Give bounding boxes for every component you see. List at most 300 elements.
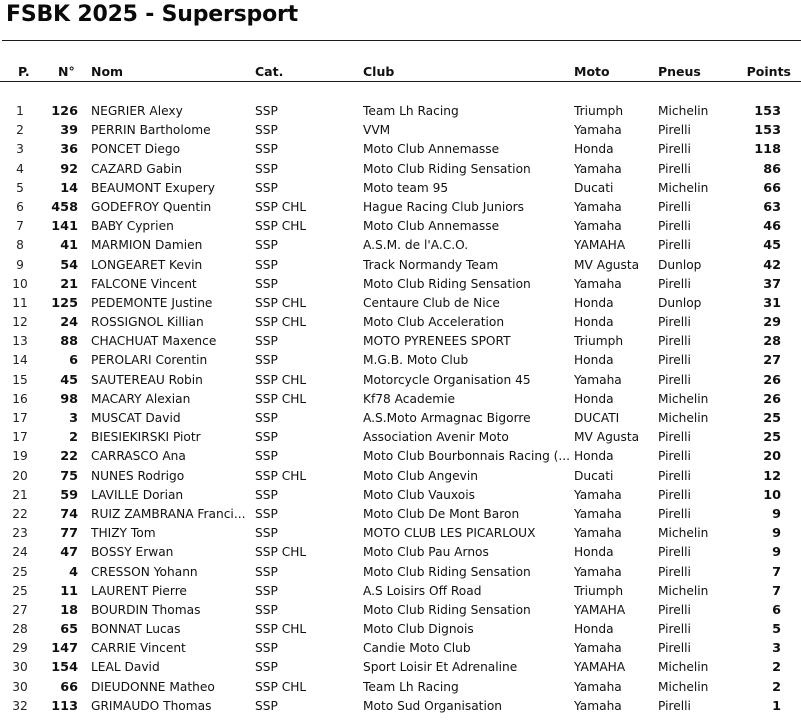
cell-position: 7 [16, 219, 24, 234]
cell-number: 11 [60, 583, 78, 599]
cell-name: NUNES Rodrigo [91, 468, 185, 483]
cell-points: 26 [763, 391, 781, 407]
cell-moto: YAMAHA [574, 238, 626, 253]
cell-tyres: Dunlop [658, 295, 702, 310]
cell-position: 32 [12, 698, 28, 713]
cell-points: 153 [754, 123, 781, 139]
cell-position: 25 [12, 564, 28, 579]
cell-category: SSP [255, 526, 278, 541]
cell-moto: Yamaha [574, 199, 622, 214]
cell-moto: Yamaha [574, 372, 622, 387]
cell-points: 6 [772, 602, 781, 618]
cell-tyres: Pirelli [658, 602, 691, 617]
cell-moto: Triumph [574, 104, 624, 118]
cell-points: 5 [772, 622, 781, 638]
cell-position: 3 [16, 142, 24, 157]
cell-club: Association Avenir Moto [363, 430, 509, 445]
cell-position: 10 [12, 276, 28, 291]
cell-number: 74 [60, 506, 78, 522]
cell-tyres: Michelin [658, 104, 709, 118]
cell-tyres: Pirelli [658, 449, 691, 464]
cell-tyres: Pirelli [658, 353, 691, 368]
cell-points: 25 [763, 411, 781, 426]
cell-name: DIEUDONNE Matheo [91, 679, 215, 694]
cell-moto: Honda [574, 449, 614, 464]
cell-name: CAZARD Gabin [91, 161, 183, 176]
cell-name: LEAL David [91, 660, 160, 675]
cell-number: 66 [60, 679, 78, 695]
cell-tyres: Pirelli [658, 315, 691, 330]
cell-category: SSP [255, 180, 278, 195]
cell-tyres: Pirelli [658, 142, 691, 157]
cell-position: 25 [12, 583, 28, 598]
cell-points: 3 [772, 641, 781, 657]
cell-position: 16 [12, 391, 28, 406]
cell-category: SSP CHL [255, 622, 307, 637]
cell-moto: Yamaha [574, 123, 622, 138]
cell-moto: Yamaha [574, 161, 622, 176]
cell-tyres: Pirelli [658, 372, 691, 387]
cell-category: SSP [255, 104, 278, 118]
cell-club: Moto Club Pau Arnos [363, 545, 489, 560]
cell-moto: Honda [574, 315, 614, 330]
cell-points: 153 [754, 104, 781, 119]
cell-name: GODEFROY Quentin [91, 199, 212, 214]
cell-points: 7 [772, 564, 781, 580]
cell-name: MARMION Damien [91, 238, 203, 253]
cell-moto: Triumph [574, 334, 624, 349]
table-row[interactable] [0, 602, 801, 621]
cell-number: 24 [60, 315, 78, 331]
cell-position: 24 [12, 545, 28, 560]
cell-category: SSP [255, 411, 278, 425]
cell-points: 9 [772, 506, 781, 522]
title-divider [2, 40, 801, 41]
cell-category: SSP [255, 353, 278, 368]
cell-number: 126 [51, 104, 78, 119]
cell-position: 30 [12, 660, 28, 675]
cell-category: SSP CHL [255, 315, 307, 330]
cell-name: BONNAT Lucas [91, 622, 181, 637]
cell-tyres: Pirelli [658, 487, 691, 502]
cell-name: PEDEMONTE Justine [91, 295, 213, 310]
cell-position: 19 [12, 449, 28, 464]
cell-club: A.S.Moto Armagnac Bigorre [363, 411, 531, 425]
cell-points: 12 [763, 468, 781, 484]
table-row[interactable] [0, 352, 801, 371]
cell-number: 3 [69, 411, 78, 426]
table-row[interactable] [0, 161, 801, 180]
header-position[interactable]: P. [18, 64, 30, 79]
table-row[interactable] [0, 564, 801, 583]
cell-moto: Ducati [574, 180, 614, 195]
cell-moto: Yamaha [574, 276, 622, 291]
cell-moto: MV Agusta [574, 257, 640, 272]
table-row[interactable] [0, 372, 801, 391]
cell-number: 88 [60, 334, 78, 350]
cell-moto: Triumph [574, 583, 624, 598]
table-row[interactable] [0, 180, 801, 199]
cell-position: 17 [12, 411, 28, 425]
cell-category: SSP [255, 276, 278, 291]
cell-number: 59 [60, 487, 78, 503]
cell-name: LAURENT Pierre [91, 583, 187, 598]
cell-category: SSP [255, 161, 278, 176]
table-row[interactable] [0, 659, 801, 678]
cell-category: SSP CHL [255, 391, 307, 406]
table-row[interactable] [0, 410, 801, 429]
cell-points: 63 [763, 199, 781, 215]
cell-number: 41 [60, 238, 78, 254]
cell-position: 11 [12, 295, 28, 310]
cell-tyres: Pirelli [658, 506, 691, 521]
header-number[interactable]: N° [58, 64, 75, 79]
cell-moto: MV Agusta [574, 430, 640, 445]
table-row[interactable] [0, 276, 801, 295]
cell-tyres: Pirelli [658, 199, 691, 214]
cell-moto: Yamaha [574, 641, 622, 656]
cell-category: SSP [255, 660, 278, 675]
cell-name: BEAUMONT Exupery [91, 180, 215, 195]
cell-name: ROSSIGNOL Killian [91, 315, 204, 330]
cell-number: 147 [51, 641, 78, 657]
table-row[interactable] [0, 525, 801, 544]
cell-category: SSP [255, 487, 278, 502]
cell-position: 21 [12, 487, 28, 502]
cell-number: 47 [60, 545, 78, 561]
cell-position: 2 [16, 123, 24, 138]
cell-moto: Yamaha [574, 506, 622, 521]
cell-number: 98 [60, 391, 78, 407]
cell-tyres: Pirelli [658, 622, 691, 637]
cell-tyres: Pirelli [658, 219, 691, 234]
cell-position: 30 [12, 679, 28, 694]
table-row[interactable] [0, 583, 801, 602]
cell-club: Moto Club Dignois [363, 622, 474, 637]
cell-category: SSP [255, 602, 278, 617]
cell-points: 2 [772, 660, 781, 676]
cell-moto: Yamaha [574, 487, 622, 502]
cell-club: A.S.M. de l'A.C.O. [363, 238, 469, 253]
cell-club: Moto Club Riding Sensation [363, 161, 531, 176]
cell-position: 23 [12, 526, 28, 541]
cell-tyres: Pirelli [658, 641, 691, 656]
cell-moto: Ducati [574, 468, 614, 483]
cell-moto: Honda [574, 295, 614, 310]
cell-points: 25 [763, 430, 781, 446]
header-club[interactable]: Club [363, 64, 395, 79]
table-row[interactable] [0, 295, 801, 314]
cell-number: 14 [60, 180, 78, 196]
cell-number: 36 [60, 142, 78, 158]
cell-club: Moto Club Bourbonnais Racing (... [363, 449, 571, 464]
table-row[interactable] [0, 621, 801, 640]
cell-position: 29 [12, 641, 28, 656]
cell-club: Moto Club Riding Sensation [363, 602, 531, 617]
cell-position: 6 [16, 199, 24, 214]
cell-position: 14 [12, 353, 28, 368]
cell-position: 13 [12, 334, 28, 349]
cell-number: 2 [69, 430, 78, 446]
cell-club: A.S Loisirs Off Road [363, 583, 482, 598]
cell-name: CHACHUAT Maxence [91, 334, 217, 349]
cell-moto: YAMAHA [574, 602, 626, 617]
cell-category: SSP CHL [255, 468, 307, 483]
cell-tyres: Michelin [658, 583, 709, 598]
cell-club: Moto Club Acceleration [363, 315, 505, 330]
cell-position: 9 [16, 257, 24, 272]
table-row[interactable] [0, 544, 801, 563]
cell-moto: DUCATI [574, 411, 620, 425]
cell-name: BOSSY Erwan [91, 545, 174, 560]
cell-moto: Yamaha [574, 219, 622, 234]
cell-points: 45 [763, 238, 781, 254]
cell-club: Moto Club Riding Sensation [363, 276, 531, 291]
cell-name: BABY Cyprien [91, 219, 174, 234]
cell-category: SSP [255, 142, 278, 157]
cell-points: 20 [763, 449, 781, 465]
cell-name: RUIZ ZAMBRANA Franci... [91, 506, 246, 521]
cell-points: 37 [763, 276, 781, 292]
cell-moto: Honda [574, 622, 614, 637]
table-header [0, 62, 801, 82]
cell-category: SSP CHL [255, 679, 307, 694]
cell-category: SSP CHL [255, 545, 307, 560]
cell-category: SSP [255, 564, 278, 579]
cell-category: SSP [255, 583, 278, 598]
cell-club: VVM [363, 123, 391, 138]
cell-tyres: Pirelli [658, 334, 691, 349]
cell-points: 42 [763, 257, 781, 273]
cell-club: Moto Club Annemasse [363, 142, 500, 157]
cell-name: PONCET Diego [91, 142, 181, 157]
cell-number: 75 [60, 468, 78, 484]
cell-club: Track Normandy Team [363, 257, 499, 272]
cell-category: SSP CHL [255, 372, 307, 387]
cell-club: Candie Moto Club [363, 641, 471, 656]
table-row[interactable] [0, 429, 801, 448]
table-row[interactable] [0, 237, 801, 256]
cell-points: 118 [754, 142, 781, 158]
cell-moto: Yamaha [574, 698, 622, 713]
cell-tyres: Michelin [658, 660, 709, 675]
table-row[interactable] [0, 257, 801, 276]
cell-category: SSP CHL [255, 199, 307, 214]
table-row[interactable] [0, 218, 801, 237]
table-row[interactable] [0, 487, 801, 506]
table-row[interactable] [0, 103, 801, 122]
cell-tyres: Michelin [658, 526, 709, 541]
cell-points: 9 [772, 545, 781, 561]
cell-category: SSP [255, 449, 278, 464]
cell-name: LONGEARET Kevin [91, 257, 203, 272]
table-row[interactable] [0, 679, 801, 698]
cell-name: BOURDIN Thomas [91, 602, 201, 617]
cell-position: 4 [16, 161, 24, 176]
cell-tyres: Michelin [658, 180, 709, 195]
cell-moto: YAMAHA [574, 660, 626, 675]
cell-club: Moto Club De Mont Baron [363, 506, 520, 521]
cell-tyres: Pirelli [658, 430, 691, 445]
header-moto[interactable]: Moto [574, 64, 610, 79]
cell-club: Moto Club Angevin [363, 468, 478, 483]
header-points[interactable]: Points [746, 64, 791, 79]
cell-club: Team Lh Racing [363, 679, 459, 694]
table-row[interactable] [0, 448, 801, 467]
cell-category: SSP [255, 641, 278, 656]
cell-club: Sport Loisir Et Adrenaline [363, 660, 518, 675]
cell-number: 141 [51, 219, 78, 235]
cell-position: 12 [12, 315, 28, 330]
page-title: FSBK 2025 - Supersport [6, 2, 298, 27]
cell-club: Team Lh Racing [363, 104, 459, 118]
cell-category: SSP [255, 257, 278, 272]
table-row[interactable] [0, 640, 801, 659]
cell-tyres: Pirelli [658, 161, 691, 176]
cell-points: 7 [772, 583, 781, 599]
cell-position: 15 [12, 372, 28, 387]
cell-points: 1 [772, 698, 781, 714]
cell-number: 154 [51, 660, 78, 676]
cell-club: MOTO PYRENEES SPORT [363, 334, 511, 349]
cell-category: SSP [255, 334, 278, 349]
cell-tyres: Pirelli [658, 564, 691, 579]
cell-position: 28 [12, 622, 28, 637]
cell-club: Hague Racing Club Juniors [363, 199, 525, 214]
cell-club: MOTO CLUB LES PICARLOUX [363, 526, 536, 541]
cell-tyres: Pirelli [658, 698, 691, 713]
cell-name: THIZY Tom [91, 526, 156, 541]
cell-name: SAUTEREAU Robin [91, 372, 203, 387]
table-row[interactable] [0, 314, 801, 333]
cell-category: SSP CHL [255, 295, 307, 310]
cell-name: MUSCAT David [91, 411, 181, 425]
table-row[interactable] [0, 122, 801, 141]
table-row[interactable] [0, 199, 801, 218]
cell-points: 27 [763, 353, 781, 369]
cell-moto: Yamaha [574, 679, 622, 694]
cell-points: 46 [763, 219, 781, 235]
cell-number: 45 [60, 372, 78, 388]
cell-number: 22 [60, 449, 78, 465]
cell-club: M.G.B. Moto Club [363, 353, 469, 368]
cell-points: 31 [763, 295, 781, 311]
cell-moto: Honda [574, 545, 614, 560]
cell-tyres: Michelin [658, 391, 709, 406]
cell-name: FALCONE Vincent [91, 276, 197, 291]
cell-number: 6 [69, 353, 78, 369]
cell-number: 65 [60, 622, 78, 638]
cell-category: SSP [255, 238, 278, 253]
cell-tyres: Dunlop [658, 257, 702, 272]
cell-points: 26 [763, 372, 781, 388]
cell-tyres: Pirelli [658, 468, 691, 483]
cell-position: 8 [16, 238, 24, 253]
cell-moto: Honda [574, 391, 614, 406]
cell-category: SSP [255, 430, 278, 445]
cell-moto: Yamaha [574, 526, 622, 541]
cell-position: 20 [12, 468, 28, 483]
cell-club: Centaure Club de Nice [363, 295, 500, 310]
table-row[interactable] [0, 698, 801, 717]
cell-number: 113 [51, 698, 78, 714]
cell-name: NEGRIER Alexy [91, 104, 183, 118]
cell-moto: Honda [574, 353, 614, 368]
cell-name: CRESSON Yohann [91, 564, 198, 579]
cell-position: 17 [12, 430, 28, 445]
cell-number: 125 [51, 295, 78, 311]
cell-tyres: Pirelli [658, 276, 691, 291]
cell-name: CARRASCO Ana [91, 449, 186, 464]
cell-category: SSP [255, 506, 278, 521]
cell-tyres: Michelin [658, 411, 709, 425]
cell-points: 29 [763, 315, 781, 331]
table-row[interactable] [0, 141, 801, 160]
cell-name: PEROLARI Corentin [91, 353, 208, 368]
cell-points: 66 [763, 180, 781, 196]
cell-number: 21 [60, 276, 78, 292]
cell-club: Moto Club Riding Sensation [363, 564, 531, 579]
cell-name: MACARY Alexian [91, 391, 191, 406]
cell-name: PERRIN Bartholome [91, 123, 211, 138]
cell-position: 22 [12, 506, 28, 521]
cell-tyres: Pirelli [658, 123, 691, 138]
cell-number: 4 [69, 564, 78, 580]
cell-tyres: Pirelli [658, 545, 691, 560]
cell-name: CARRIE Vincent [91, 641, 186, 656]
table-row[interactable] [0, 506, 801, 525]
header-name[interactable]: Nom [91, 64, 124, 79]
table-row[interactable] [0, 333, 801, 352]
cell-number: 39 [60, 123, 78, 139]
cell-points: 10 [763, 487, 781, 503]
cell-number: 92 [60, 161, 78, 177]
cell-tyres: Pirelli [658, 238, 691, 253]
header-category[interactable]: Cat. [255, 64, 284, 79]
cell-club: Kf78 Academie [363, 391, 455, 406]
standings-table-body [0, 103, 801, 717]
cell-moto: Yamaha [574, 564, 622, 579]
cell-position: 1 [16, 104, 24, 118]
cell-club: Motorcycle Organisation 45 [363, 372, 531, 387]
cell-number: 77 [60, 526, 78, 542]
cell-points: 86 [763, 161, 781, 177]
cell-category: SSP CHL [255, 219, 307, 234]
cell-category: SSP [255, 123, 278, 138]
cell-position: 5 [16, 180, 24, 195]
cell-points: 28 [763, 334, 781, 350]
cell-club: Moto team 95 [363, 180, 449, 195]
cell-points: 9 [772, 526, 781, 542]
cell-club: Moto Club Annemasse [363, 219, 500, 234]
cell-category: SSP [255, 698, 278, 713]
cell-name: LAVILLE Dorian [91, 487, 184, 502]
cell-club: Moto Sud Organisation [363, 698, 503, 713]
cell-club: Moto Club Vauxois [363, 487, 475, 502]
cell-tyres: Michelin [658, 679, 709, 694]
header-tyres[interactable]: Pneus [658, 64, 701, 79]
cell-number: 54 [60, 257, 78, 273]
cell-number: 458 [51, 199, 78, 215]
cell-position: 27 [12, 602, 28, 617]
cell-name: BIESIEKIRSKI Piotr [91, 430, 201, 445]
table-row[interactable] [0, 391, 801, 410]
table-row[interactable] [0, 468, 801, 487]
cell-moto: Honda [574, 142, 614, 157]
cell-number: 18 [60, 602, 78, 618]
cell-points: 2 [772, 679, 781, 695]
cell-name: GRIMAUDO Thomas [91, 698, 212, 713]
